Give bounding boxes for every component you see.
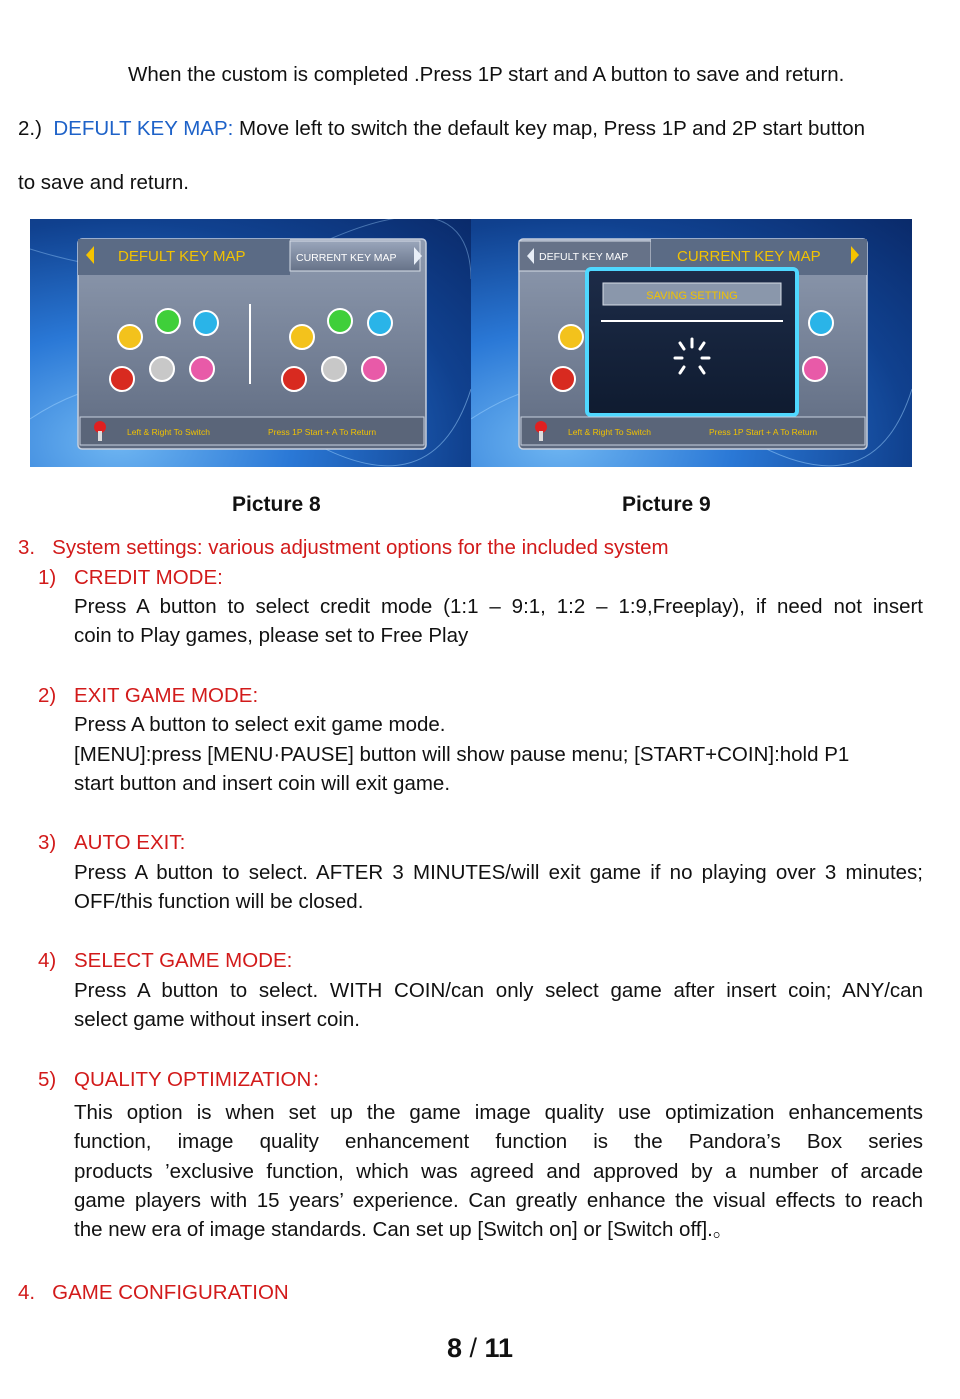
item-5-number: 5) [38, 1068, 57, 1091]
item-4-line-2: select game without insert coin. [74, 1008, 360, 1031]
page-total: 11 [484, 1333, 514, 1363]
item-5-line-1: This option is when set up the game image quality use optimization enhancements [74, 1101, 923, 1124]
item-2-title: DEFULT KEY MAP: [53, 117, 234, 140]
item-2-line-1: Press A button to select exit game mode. [74, 713, 446, 736]
section-4-heading: 4. GAME CONFIGURATION [18, 1281, 289, 1304]
footer-return-hint-9: Press 1P Start + A To Return [709, 427, 818, 437]
saving-setting-label: SAVING SETTING [646, 290, 738, 302]
item-2-line-2: [MENU]:press [MENU·PAUSE] button will show pause menu; [START+COIN]:hold P1 [74, 743, 850, 766]
caption-picture-8: Picture 8 [232, 493, 321, 516]
page-number [0, 1333, 960, 1364]
tab-current-key-map: CURRENT KEY MAP [296, 252, 397, 264]
item-3-line-1: Press A button to select. AFTER 3 MINUTES/will exit game if no playing over 3 minutes; [74, 861, 923, 884]
page-current: 8 [446, 1333, 462, 1363]
footer-switch-hint: Left & Right To Switch [127, 427, 210, 437]
intro-line-1: When the custom is completed .Press 1P start and A button to save and return. [128, 63, 845, 86]
item-3-line-2: OFF/this function will be closed. [74, 890, 364, 913]
item-5-title: QUALITY OPTIMIZATION： [74, 1068, 332, 1091]
footer-return-hint: Press 1P Start + A To Return [268, 427, 377, 437]
item-2-line [18, 114, 865, 143]
picture-9-screenshot [471, 219, 912, 467]
item-4-line-1: Press A button to select. WITH COIN/can only select game after insert coin; ANY/can [74, 979, 923, 1002]
picture-8-screenshot [30, 219, 471, 467]
item-1-number: 1) [38, 566, 57, 589]
item-2-number: 2.) [18, 117, 42, 140]
item-5-line-4: game players with 15 years’ experience. Can greatly enhance the visual effects to reach [74, 1189, 923, 1212]
item-4-title: SELECT GAME MODE: [74, 949, 293, 972]
item-3-number: 3) [38, 831, 57, 854]
item-2-title: EXIT GAME MODE: [74, 684, 259, 707]
item-2-text: Move left to switch the default key map, Press 1P and 2P start button [233, 117, 866, 140]
tab-default-key-map: DEFULT KEY MAP [118, 248, 246, 265]
item-5-line-5: the new era of image standards. Can set up [Switch on] or [Switch off].。 [74, 1218, 734, 1241]
item-2-number: 2) [38, 684, 57, 707]
tab-default-key-map-9: DEFULT KEY MAP [539, 251, 629, 263]
section-3-heading: 3. System settings: various adjustment options for the included system [18, 536, 669, 559]
item-1-line-1: Press A button to select credit mode (1:1 – 9:1, 1:2 – 1:9,Freeplay), if need not insert [74, 595, 923, 618]
item-1-title: CREDIT MODE: [74, 566, 223, 589]
page-separator: / [461, 1333, 485, 1363]
item-5-line-3: products ’exclusive function, which was agreed and approved by a number of arcade [74, 1160, 923, 1183]
caption-picture-9: Picture 9 [622, 493, 711, 516]
item-5-line-2: function, image quality enhancement function is the Pandora’s Box series [74, 1130, 923, 1153]
tab-current-key-map-9: CURRENT KEY MAP [677, 248, 821, 265]
footer-switch-hint-9: Left & Right To Switch [568, 427, 651, 437]
item-4-number: 4) [38, 949, 57, 972]
item-2-continuation: to save and return. [18, 171, 189, 194]
item-3-title: AUTO EXIT: [74, 831, 186, 854]
item-2-line-3: start button and insert coin will exit game. [74, 772, 451, 795]
item-1-line-2: coin to Play games, please set to Free Play [74, 624, 469, 647]
